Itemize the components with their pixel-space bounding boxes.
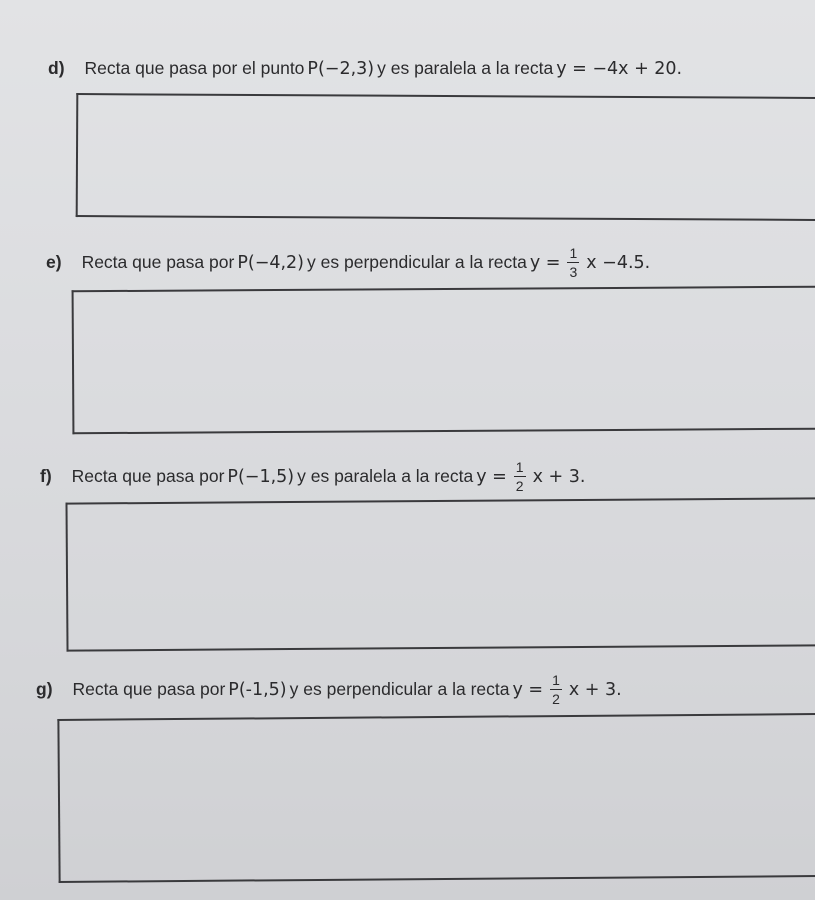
equation-suffix: x −4.5. [586, 252, 651, 273]
fraction [550, 673, 562, 706]
problem-d-prompt [48, 58, 685, 79]
problem-text-2: y es perpendicular a la recta [307, 252, 527, 272]
point: P(-1,5) [228, 679, 287, 700]
fraction-denominator: 2 [515, 478, 524, 494]
equation-suffix: x + 3. [532, 466, 586, 487]
fraction [567, 246, 579, 279]
problem-letter: g) [36, 679, 53, 699]
problem-text-2: y es paralela a la recta [297, 466, 474, 486]
problem-text: Recta que pasa por el punto [84, 58, 305, 78]
problem-text: Recta que pasa por [81, 252, 235, 272]
problem-text-2: y es perpendicular a la recta [289, 679, 510, 699]
point: P(−1,5) [227, 466, 295, 487]
answer-box-e[interactable] [72, 286, 815, 435]
fraction-numerator: 1 [569, 245, 578, 261]
fraction [514, 460, 526, 493]
fraction-numerator: 1 [552, 672, 560, 688]
fraction-numerator: 1 [515, 459, 524, 475]
answer-box-d[interactable] [76, 93, 815, 221]
point: P(−4,2) [237, 252, 305, 273]
problem-letter: f) [40, 466, 52, 486]
fraction-denominator: 2 [552, 691, 560, 707]
problem-g-prompt [36, 673, 625, 706]
problem-text: Recta que pasa por [71, 466, 225, 486]
equation-prefix: y = [529, 252, 561, 273]
fraction-denominator: 3 [569, 264, 578, 280]
problem-text-2: y es paralela a la recta [377, 58, 554, 78]
equation-prefix: y = [476, 466, 507, 487]
answer-box-f[interactable] [65, 497, 815, 651]
equation: y = −4x + 20. [556, 58, 683, 79]
answer-box-g[interactable] [57, 713, 815, 883]
point: P(−2,3) [307, 58, 375, 79]
problem-letter: d) [48, 58, 65, 78]
problem-text: Recta que pasa por [72, 679, 226, 699]
problem-e-prompt [46, 246, 653, 279]
problem-letter: e) [46, 252, 62, 272]
equation-suffix: x + 3. [568, 679, 622, 700]
problem-f-prompt [40, 460, 588, 493]
equation-prefix: y = [512, 679, 544, 700]
